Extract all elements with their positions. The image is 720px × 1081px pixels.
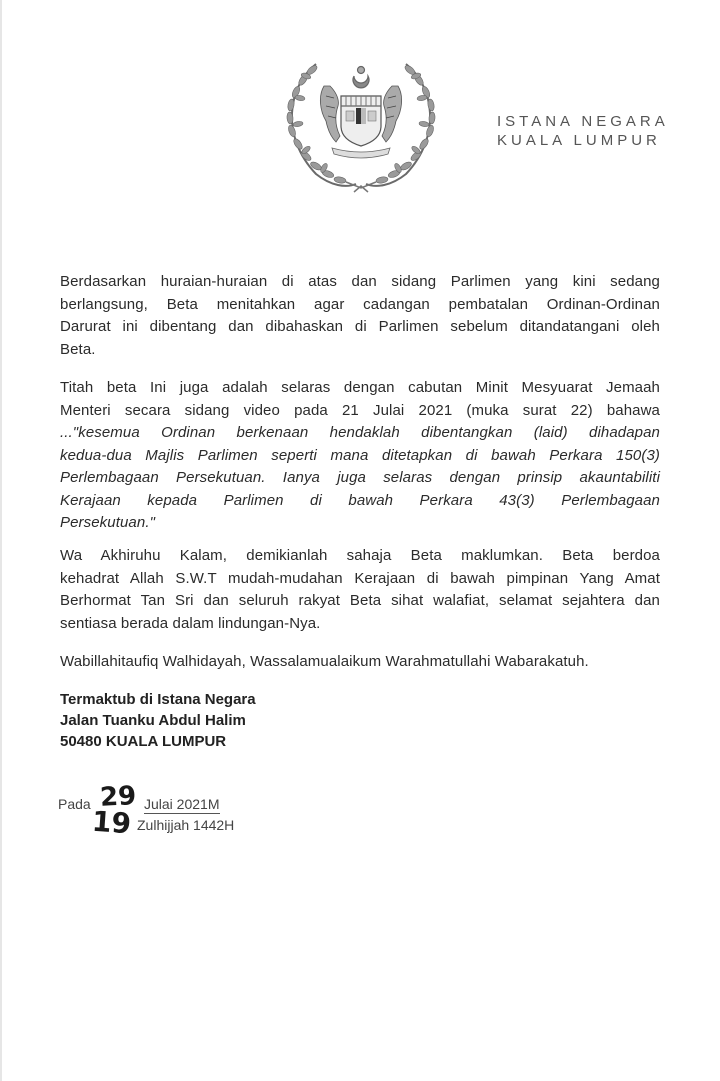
quoted-text-line: kedua-dua Majlis Parlimen seperti mana ditetapkan di bawah Perkara 150(3) [60,446,660,464]
quoted-text-line: Kerajaan kepada Parlimen di bawah Perkara 43(3) Perlembagaan [60,491,660,509]
address-line-2: Jalan Tuanku Abdul Halim [60,712,246,729]
royal-crest-emblem [276,56,446,196]
text-line: Menteri secara sidang video pada 21 Julai 2021 (muka surat 22) bahawa [60,401,660,419]
text-line: Berhormat Tan Sri dan seluruh rakyat Beta sihat walafiat, selamat sejahtera dan [60,592,660,609]
quoted-text-line: Perlembagaan Persekutuan. Ianya juga selaras dengan prinsip akauntabiliti [60,469,660,486]
date-prefix: Pada [58,796,91,812]
issuing-address [60,689,256,752]
text-line: Titah beta Ini juga adalah selaras dengan cabutan Minit Mesyuarat Jemaah [60,379,660,396]
address-line-1: Termaktub di Istana Negara [60,691,256,708]
letterhead-city: KUALA LUMPUR [497,132,661,149]
handwritten-gregorian-day: 29 [99,781,137,813]
text-line: Wa Akhiruhu Kalam, demikianlah sahaja Beta maklumkan. Beta berdoa [60,547,660,564]
quoted-text-line: ..."kesemua Ordinan berkenaan hendaklah dibentangkan (laid) dihadapan [60,424,660,441]
paragraph-2 [60,377,660,535]
letterhead-institution: ISTANA NEGARA [497,113,669,130]
page-edge [0,0,2,1081]
gregorian-month-year: Julai 2021M [144,796,220,812]
text-line: kehadrat Allah S.W.T mudah-mudahan Kerajaan di bawah pimpinan Yang Amat [60,569,660,587]
hijri-month-year: Zulhijjah 1442H [137,817,235,833]
closing-salutation [60,651,660,674]
text-line: Darurat ini dibentang dan dibahaskan di Parlimen sebelum ditandatangani oleh [60,318,660,335]
text-line: Wabillahitaufiq Walhidayah, Wassalamualaikum Warahmatullahi Wabarakatuh. [60,653,589,670]
quoted-text-line: Persekutuan." [60,514,156,531]
text-line: berlangsung, Beta menitahkan agar cadangan pembatalan Ordinan-Ordinan [60,295,660,313]
paragraph-3 [60,545,660,635]
text-line: Beta. [60,340,96,358]
address-line-3: 50480 KUALA LUMPUR [60,733,227,750]
coat-of-arms-icon [276,56,446,196]
text-line: Berdasarkan huraian-huraian di atas dan sidang Parlimen yang kini sedang [60,273,660,290]
paragraph-1 [60,271,660,361]
text-line: sentiasa berada dalam lindungan-Nya. [60,614,321,632]
letterhead [497,112,669,150]
date-block [58,781,318,844]
handwritten-hijri-day: 19 [90,804,133,841]
